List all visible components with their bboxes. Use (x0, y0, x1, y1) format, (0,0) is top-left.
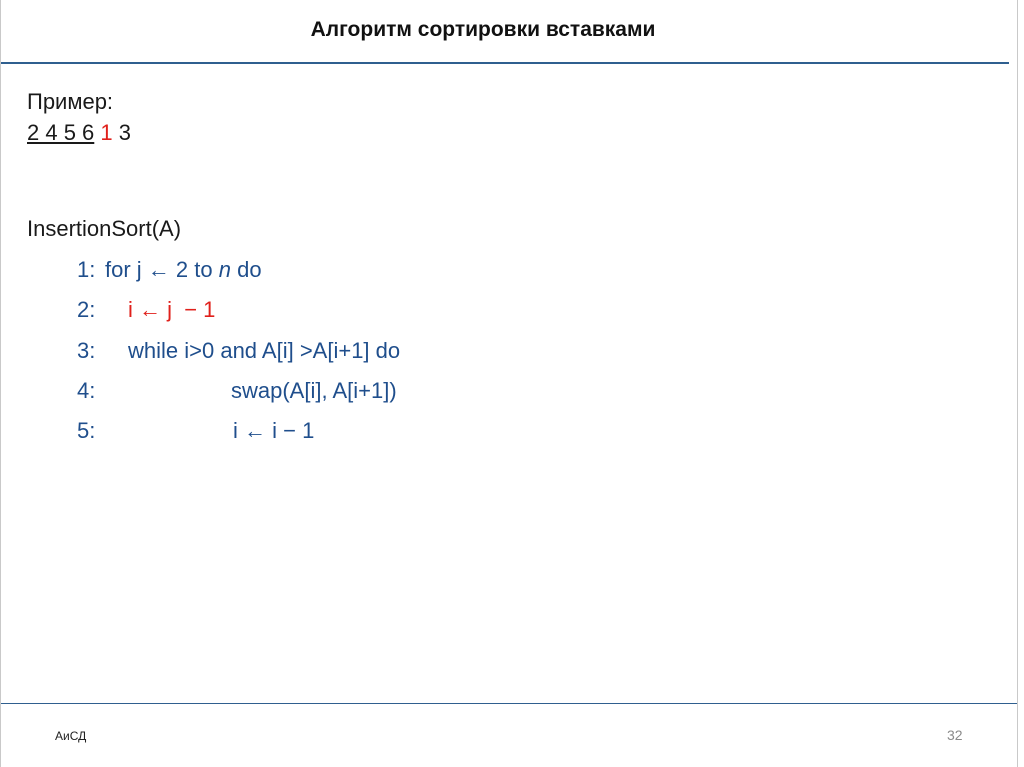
footer-divider (1, 703, 1017, 704)
code-text: for j ← 2 to (105, 257, 219, 282)
code-statement: i ← j − 1 (128, 297, 216, 322)
procedure-name: InsertionSort(A) (27, 216, 182, 241)
code-variable: n (218, 257, 231, 282)
code-text: do (230, 257, 262, 282)
code-statement: while i>0 and A[i] >A[i+1] do (128, 338, 401, 363)
line-number: 1: (77, 257, 96, 282)
sorted-part: 2 4 5 6 (27, 120, 95, 145)
code-statement (105, 257, 262, 283)
line-number: 2: (77, 297, 96, 322)
code-line-1 (77, 257, 477, 285)
line-number: 4: (77, 378, 96, 403)
remaining-part: 3 (118, 120, 132, 145)
code-line-4 (77, 378, 477, 406)
example-label: Пример: (27, 89, 114, 114)
slide-title: Алгоритм сортировки вставками (310, 18, 656, 41)
footer-course-name: АиСД (55, 729, 87, 743)
line-number: 3: (77, 338, 96, 363)
header-divider (1, 62, 1009, 64)
key-element: 1 (100, 120, 113, 145)
code-line-3 (77, 338, 497, 366)
code-statement: swap(A[i], A[i+1]) (231, 378, 397, 403)
code-line-5 (77, 418, 477, 446)
example-sequence (27, 120, 131, 146)
page-number: 32 (947, 727, 963, 743)
line-number: 5: (77, 418, 96, 443)
code-statement: i ← i − 1 (233, 418, 315, 443)
code-line-2 (77, 297, 477, 325)
